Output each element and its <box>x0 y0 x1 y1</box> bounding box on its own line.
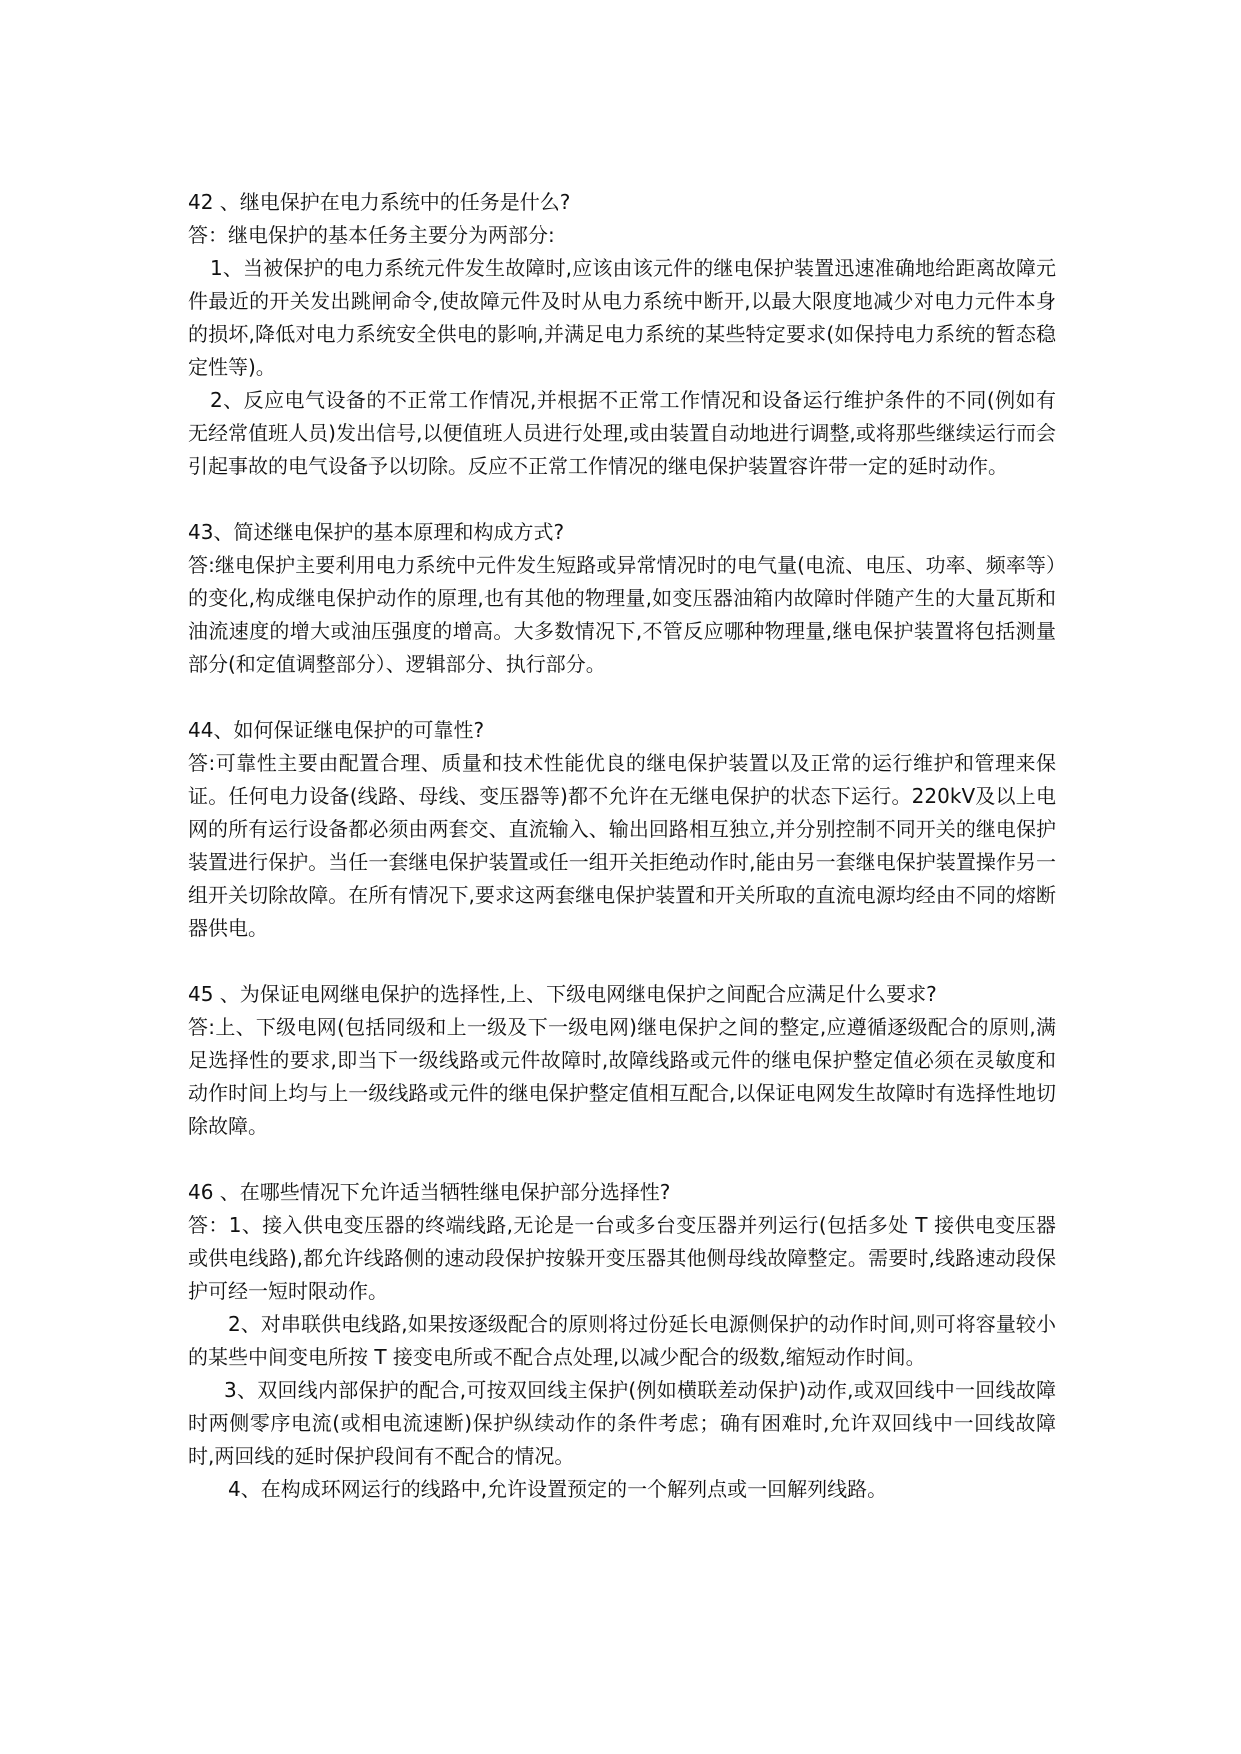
answer-text: 答：1、接入供电变压器的终端线路,无论是一台或多台变压器并列运行(包括多处 T 接供电变压器或供电线路),都允许线路侧的速动段保护按躲开变压器其他侧母线故障整定。需要时,线路速动段保护可经一短时限动作。 <box>188 1213 1056 1303</box>
qa-section-43 <box>188 516 1056 681</box>
qa-section-46 <box>188 1176 1056 1506</box>
qa-section-42 <box>188 186 1056 483</box>
question-heading: 46 、在哪些情况下允许适当牺牲继电保护部分选择性? <box>188 1180 671 1204</box>
question-heading: 42 、继电保护在电力系统中的任务是什么? <box>188 190 571 214</box>
answer-paragraph: 1、当被保护的电力系统元件发生故障时,应该由该元件的继电保护装置迅速准确地给距离故障元件最近的开关发出跳闸命令,使故障元件及时从电力系统中断开,以最大限度地减少对电力元件本身的损坏,降低对电力系统安全供电的影响,并满足电力系统的某些特定要求(如保持电力系统的暂态稳定性等)。 <box>188 256 1056 379</box>
answer-paragraph: 2、对串联供电线路,如果按逐级配合的原则将过份延长电源侧保护的动作时间,则可将容量较小的某些中间变电所按 T 接变电所或不配合点处理,以减少配合的级数,缩短动作时间。 <box>188 1312 1056 1369</box>
answer-text: 答:继电保护主要利用电力系统中元件发生短路或异常情况时的电气量(电流、电压、功率、频率等）的变化,构成继电保护动作的原理,也有其他的物理量,如变压器油箱内故障时伴随产生的大量瓦斯和油流速度的增大或油压强度的增高。大多数情况下,不管反应哪种物理量,继电保护装置将包括测量部分(和定值调整部分）、逻辑部分、执行部分。 <box>188 553 1056 676</box>
answer-paragraph: 2、反应电气设备的不正常工作情况,并根据不正常工作情况和设备运行维护条件的不同(例如有无经常值班人员)发出信号,以便值班人员进行处理,或由装置自动地进行调整,或将那些继续运行而会引起事故的电气设备予以切除。反应不正常工作情况的继电保护装置容许带一定的延时动作。 <box>188 388 1056 478</box>
question-heading: 43、简述继电保护的基本原理和构成方式? <box>188 520 565 544</box>
qa-section-44 <box>188 714 1056 945</box>
document-body <box>188 186 1056 1539</box>
answer-text: 答:上、下级电网(包括同级和上一级及下一级电网)继电保护之间的整定,应遵循逐级配合的原则,满足选择性的要求,即当下一级线路或元件故障时,故障线路或元件的继电保护整定值必须在灵敏度和动作时间上均与上一级线路或元件的继电保护整定值相互配合,以保证电网发生故障时有选择性地切除故障。 <box>188 1015 1056 1138</box>
qa-section-45 <box>188 978 1056 1143</box>
question-heading: 44、如何保证继电保护的可靠性? <box>188 718 485 742</box>
answer-paragraph: 3、双回线内部保护的配合,可按双回线主保护(例如横联差动保护)动作,或双回线中一回线故障时两侧零序电流(或相电流速断)保护纵续动作的条件考虑；确有困难时,允许双回线中一回线故障时,两回线的延时保护段间有不配合的情况。 <box>188 1378 1056 1468</box>
answer-text: 答:可靠性主要由配置合理、质量和技术性能优良的继电保护装置以及正常的运行维护和管理来保证。任何电力设备(线路、母线、变压器等)都不允许在无继电保护的状态下运行。220kV及以上电网的所有运行设备都必须由两套交、直流输入、输出回路相互独立,并分别控制不同开关的继电保护装置进行保护。当任一套继电保护装置或任一组开关拒绝动作时,能由另一套继电保护装置操作另一组开关切除故障。在所有情况下,要求这两套继电保护装置和开关所取的直流电源均经由不同的熔断器供电。 <box>188 751 1056 940</box>
answer-intro: 答：继电保护的基本任务主要分为两部分: <box>188 223 555 247</box>
answer-paragraph: 4、在构成环网运行的线路中,允许设置预定的一个解列点或一回解列线路。 <box>228 1477 888 1501</box>
question-heading: 45 、为保证电网继电保护的选择性,上、下级电网继电保护之间配合应满足什么要求? <box>188 982 937 1006</box>
